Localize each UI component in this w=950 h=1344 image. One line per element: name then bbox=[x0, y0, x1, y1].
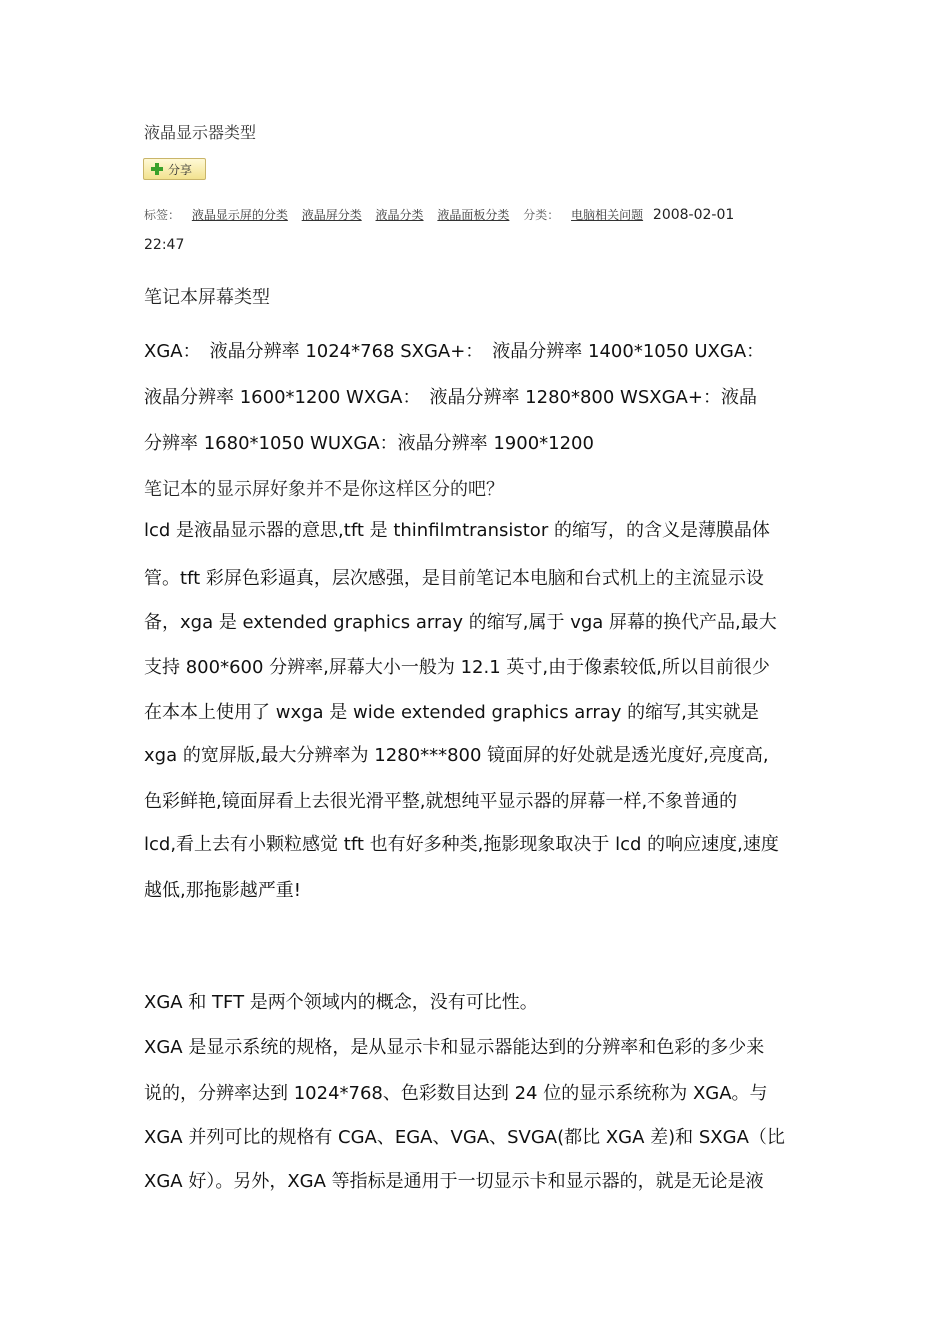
plus-icon bbox=[151, 163, 163, 175]
share-label: 分享 bbox=[168, 162, 193, 177]
text-line: 笔记本的显示屏好象并不是你这样区分的吧？ bbox=[144, 479, 504, 500]
text-line: XGA 好）。另外，XGA 等指标是通用于一切显示卡和显示器的，就是无论是液 bbox=[144, 1171, 764, 1192]
text-line: xga 的宽屏版,最大分辨率为 1280***800 镜面屏的好处就是透光度好,亮度高, bbox=[144, 745, 769, 766]
category-link[interactable]: 电脑相关问题 bbox=[571, 208, 644, 222]
text-line: 分辨率 1680*1050 WUXGA：液晶分辨率 1900*1200 bbox=[144, 433, 594, 454]
text-line: 色彩鲜艳,镜面屏看上去很光滑平整,就想纯平显示器的屏幕一样,不象普通的 bbox=[144, 791, 738, 812]
text-line: XGA 是显示系统的规格，是从显示卡和显示器能达到的分辨率和色彩的多少来 bbox=[144, 1037, 765, 1058]
text-line: lcd,看上去有小颗粒感觉 tft 也有好多种类,拖影现象取决于 lcd 的响应速度,速度 bbox=[144, 834, 779, 855]
post-date: 2008-02-01 bbox=[652, 207, 735, 223]
text-line: XGA 和 TFT 是两个领域内的概念，没有可比性。 bbox=[144, 992, 538, 1013]
tag-bar bbox=[144, 206, 734, 223]
post-time: 22:47 bbox=[144, 237, 185, 253]
text-line: 支持 800*600 分辨率,屏幕大小一般为 12.1 英寸,由于像素较低,所以目前很少 bbox=[144, 657, 770, 678]
text-line: 越低,那拖影越严重! bbox=[144, 880, 301, 901]
tags-label: 标签： bbox=[144, 208, 181, 222]
text-line: 液晶分辨率 1600*1200 WXGA： 液晶分辨率 1280*800 WSXGA+：液晶 bbox=[144, 387, 757, 408]
section-heading: 笔记本屏幕类型 bbox=[144, 287, 270, 308]
text-line: lcd 是液晶显示器的意思,tft 是 thinfilmtransistor 的缩写，的含义是薄膜晶体 bbox=[144, 520, 770, 541]
document-title: 液晶显示器类型 bbox=[144, 123, 257, 142]
category-label: 分类： bbox=[523, 208, 560, 222]
text-line: 说的，分辨率达到 1024*768、色彩数目达到 24 位的显示系统称为 XGA。与 bbox=[144, 1083, 768, 1104]
text-line: 备，xga 是 extended graphics array 的缩写,属于 vga 屏幕的换代产品,最大 bbox=[144, 612, 777, 633]
text-line: 在本本上使用了 wxga 是 wide extended graphics array 的缩写,其实就是 bbox=[144, 702, 759, 723]
tag-link[interactable]: 液晶显示屏的分类 bbox=[191, 208, 288, 222]
text-line: XGA： 液晶分辨率 1024*768 SXGA+： 液晶分辨率 1400*1050 UXGA： bbox=[144, 341, 765, 362]
text-line: 管。tft 彩屏色彩逼真，层次感强，是目前笔记本电脑和台式机上的主流显示设 bbox=[144, 568, 764, 589]
tag-link[interactable]: 液晶分类 bbox=[375, 208, 424, 222]
tag-link[interactable]: 液晶屏分类 bbox=[301, 208, 362, 222]
text-line: XGA 并列可比的规格有 CGA、EGA、VGA、SVGA(都比 XGA 差)和 SXGA（比 bbox=[144, 1127, 785, 1148]
share-button[interactable] bbox=[143, 158, 206, 180]
tag-link[interactable]: 液晶面板分类 bbox=[437, 208, 510, 222]
